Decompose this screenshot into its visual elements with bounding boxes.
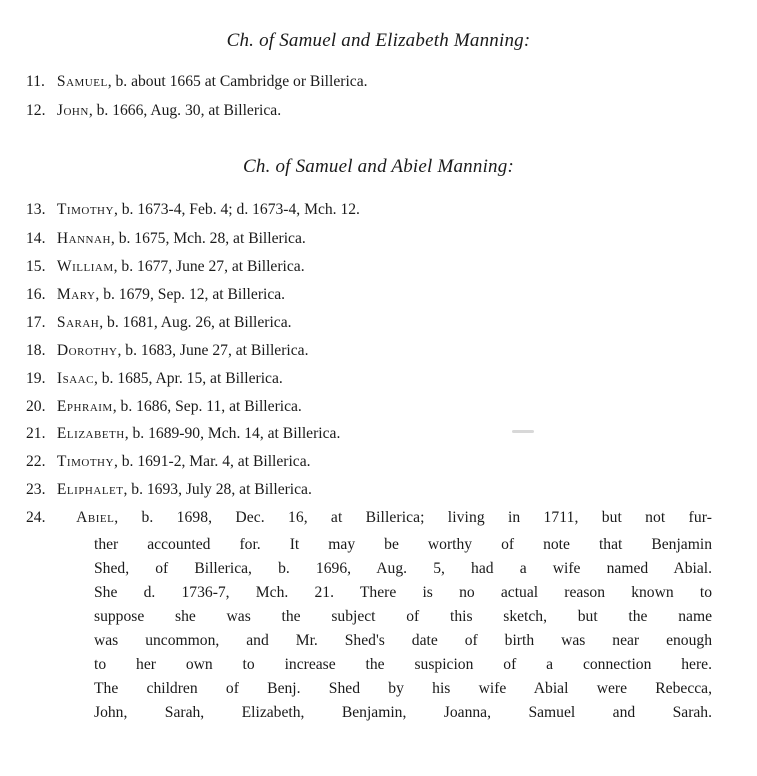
- entry-name: Abiel: [76, 509, 115, 526]
- entry-21: [26, 424, 731, 444]
- entry-name: Dorothy: [56, 342, 118, 359]
- entry-number: 24.: [26, 509, 46, 526]
- entry-name: Sarah: [56, 314, 100, 331]
- entry-name: Eliphalet: [56, 481, 124, 498]
- entry-number: 21.: [26, 425, 46, 442]
- entry-name: Samuel: [56, 73, 108, 90]
- entry-22: [26, 452, 731, 472]
- entry-number: 12.: [26, 102, 46, 119]
- entry-24-line: to her own to increase the suspicion of a connection here.: [94, 656, 712, 673]
- entry-11: [26, 72, 731, 92]
- entry-number: 19.: [26, 370, 46, 387]
- entry-name: William: [56, 258, 114, 275]
- entry-24-line: Shed, of Billerica, b. 1696, Aug. 5, had a wife named Abial.: [94, 560, 712, 577]
- entry-number: 17.: [26, 314, 46, 331]
- entry-19: [26, 369, 731, 389]
- entry-18: [26, 341, 731, 361]
- entry-24-line: John, Sarah, Elizabeth, Benjamin, Joanna, Samuel and Sarah.: [94, 704, 712, 721]
- entry-number: 20.: [26, 398, 46, 415]
- entry-text: , b. about 1665 at Cambridge or Billerica.: [107, 73, 368, 90]
- entry-text: , b. 1685, Apr. 15, at Billerica.: [93, 370, 283, 387]
- entry-text: , b. 1693, July 28, at Billerica.: [123, 481, 312, 498]
- entry-name: Ephraim: [56, 398, 113, 415]
- entry-text: , b. 1679, Sep. 12, at Billerica.: [95, 286, 286, 303]
- entry-number: 13.: [26, 201, 46, 218]
- entry-14: [26, 229, 731, 249]
- entry-text: , b. 1681, Aug. 26, at Billerica.: [99, 314, 292, 331]
- entry-text: , b. 1698, Dec. 16, at Billerica; living in 1711, but not fur-: [114, 509, 712, 526]
- entry-text: , b. 1666, Aug. 30, at Billerica.: [88, 102, 282, 119]
- heading-samuel-elizabeth: Ch. of Samuel and Elizabeth Manning:: [226, 30, 531, 51]
- entry-17: [26, 313, 731, 333]
- entry-number: 15.: [26, 258, 46, 275]
- entry-text: , b. 1686, Sep. 11, at Billerica.: [112, 398, 302, 415]
- ink-smudge: [512, 430, 534, 433]
- entry-text: , b. 1677, June 27, at Billerica.: [113, 258, 305, 275]
- entry-number: 14.: [26, 230, 46, 247]
- entry-name: Hannah: [56, 230, 111, 247]
- entry-name: Timothy: [56, 453, 114, 470]
- entry-name: Timothy: [56, 201, 114, 218]
- entry-13: [26, 200, 731, 220]
- entry-text: , b. 1689-90, Mch. 14, at Billerica.: [124, 425, 341, 442]
- entry-name: Elizabeth: [56, 425, 125, 442]
- entry-15: [26, 257, 731, 277]
- entry-24-line: ther accounted for. It may be worthy of note that Benjamin: [94, 536, 712, 553]
- entry-20: [26, 397, 731, 417]
- entry-text: , b. 1675, Mch. 28, at Billerica.: [110, 230, 306, 247]
- entry-23: [26, 480, 731, 500]
- entry-text: , b. 1673-4, Feb. 4; d. 1673-4, Mch. 12.: [113, 201, 360, 218]
- entry-number: 22.: [26, 453, 46, 470]
- entry-text: , b. 1691-2, Mar. 4, at Billerica.: [113, 453, 311, 470]
- entry-24: [26, 508, 712, 528]
- entry-name: Mary: [56, 286, 96, 303]
- entry-number: 23.: [26, 481, 46, 498]
- entry-number: 16.: [26, 286, 46, 303]
- entry-24-line: The children of Benj. Shed by his wife Abial were Rebecca,: [94, 680, 712, 697]
- entry-number: 18.: [26, 342, 46, 359]
- entry-name: John: [56, 102, 89, 119]
- entry-number: 11.: [26, 73, 45, 90]
- entry-name: Isaac: [56, 370, 94, 387]
- heading-samuel-abiel: Ch. of Samuel and Abiel Manning:: [243, 156, 514, 177]
- entry-12: [26, 101, 731, 121]
- entry-24-line: was uncommon, and Mr. Shed's date of birth was near enough: [94, 632, 712, 649]
- entry-24-line: suppose she was the subject of this sketch, but the name: [94, 608, 712, 625]
- entry-text: , b. 1683, June 27, at Billerica.: [117, 342, 309, 359]
- entry-24-line: She d. 1736-7, Mch. 21. There is no actual reason known to: [94, 584, 712, 601]
- entry-16: [26, 285, 731, 305]
